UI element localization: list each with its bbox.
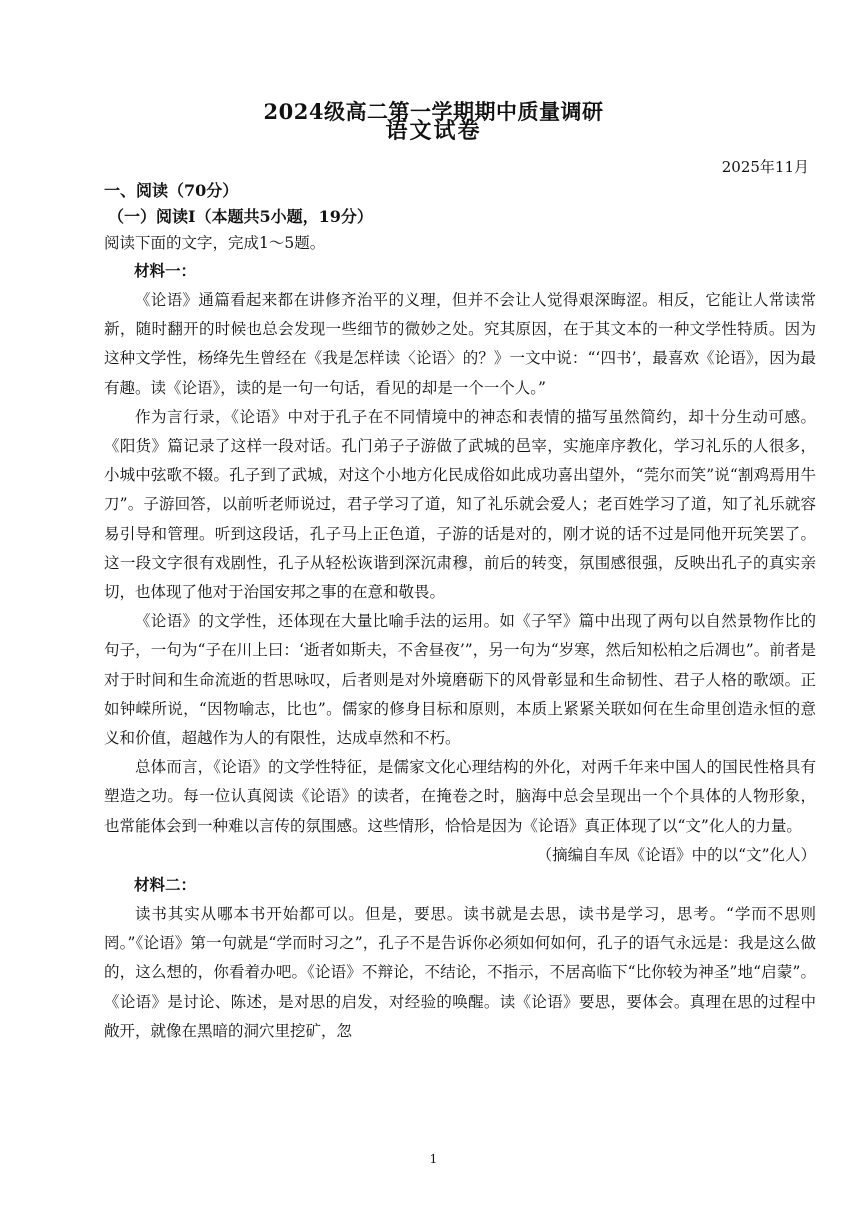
exam-body [104,178,816,1046]
exam-date: 2025年11月 [721,158,809,176]
exam-subtitle: 语文试卷 [385,118,482,144]
material-two-label: 材料二： [134,875,197,895]
section-heading: 一、阅读（70分） [104,181,239,200]
exam-title: 2024级高二第一学期期中质量调研 [263,99,604,124]
material-one-paragraph: 《论语》的文学性，还体现在大量比喻手法的运用。如《子罕》篇中出现了两句以自然景物作比的句子，一句为“子在川上曰：‘逝者如斯夫，不舍昼夜’”，另一句为“岁寒，然后知松柏之后凋也”。前者是对于时间和生命流逝的哲思咏叹，后者则是对外境磨砺下的风骨彰显和生命韧性、君子人格的歌颂。正如钟嵘所说，“因物喻志，比也”。儒家的修身目标和原则，本质上紧紧关联如何在生命里创造永恒的意义和价值，超越作为人的有限性，达成卓然和不朽。 [104,612,816,748]
material-one-source: （摘编自车凤《论语》中的以“文”化人） [536,845,816,864]
subsection-heading: （一）阅读Ⅰ（本题共5小题，19分） [108,207,373,226]
material-one-label: 材料一： [134,261,197,280]
material-one-paragraph: 总体而言，《论语》的文学性特征，是儒家文化心理结构的外化，对两千年来中国人的国民性格具有塑造之功。每一位认真阅读《论语》的读者，在掩卷之时，脑海中总会呈现出一个个具体的人物形象，也常能体会到一种难以言传的氛围感。这些情形，恰恰是因为《论语》真正体现了以“文”化人的力量。 [104,758,816,835]
page-number: 1 [429,1152,438,1166]
material-two-paragraph: 读书其实从哪本书开始都可以。但是，要思。读书就是去思，读书是学习，思考。“学而不思则罔。”《论语》第一句就是“学而时习之”，孔子不是告诉你必须如何如何，孔子的语气永远是：我是这么做的，这么想的，你看着办吧。《论语》不辩论，不结论，不指示，不居高临下“比你较为神圣”地“启蒙”。《论语》是讨论、陈述，是对思的启发，对经验的唤醒。读《论语》要思，要体会。真理在思的过程中敞开，就像在黑暗的洞穴里挖矿，忽 [104,905,816,1040]
material-one-paragraph: 作为言行录，《论语》中对于孔子在不同情境中的神态和表情的描写虽然简约，却十分生动可感。《阳货》篇记录了这样一段对话。孔门弟子子游做了武城的邑宰，实施庠序教化，学习礼乐的人很多，小城中弦歌不辍。孔子到了武城，对这个小地方化民成俗如此成功喜出望外，“莞尔而笑”说“割鸡焉用牛刀”。子游回答，以前听老师说过，君子学习了道，知了礼乐就会爱人；老百姓学习了道，知了礼乐就容易引导和管理。听到这段话，孔子马上正色道，子游的话是对的，刚才说的话不过是同他开玩笑罢了。这一段文字很有戏剧性，孔子从轻松诙谐到深沉肃穆，前后的转变，氛围感很强，反映出孔子的真实亲切，也体现了他对于治国安邦之事的在意和敬畏。 [104,407,816,602]
reading-instruction: 阅读下面的文字，完成1～5题。 [104,234,326,252]
material-one-paragraph: 《论语》通篇看起来都在讲修齐治平的义理，但并不会让人觉得艰深晦涩。相反，它能让人常读常新，随时翻开的时候也总会发现一些细节的微妙之处。究其原因，在于其文本的一种文学性特质。因为这种文学性，杨绛先生曾经在《我是怎样读〈论语〉的？》一文中说：“‘四书’，最喜欢《论语》，因为最有趣。读《论语》，读的是一句一句话，看见的却是一个一个人。” [104,291,816,397]
